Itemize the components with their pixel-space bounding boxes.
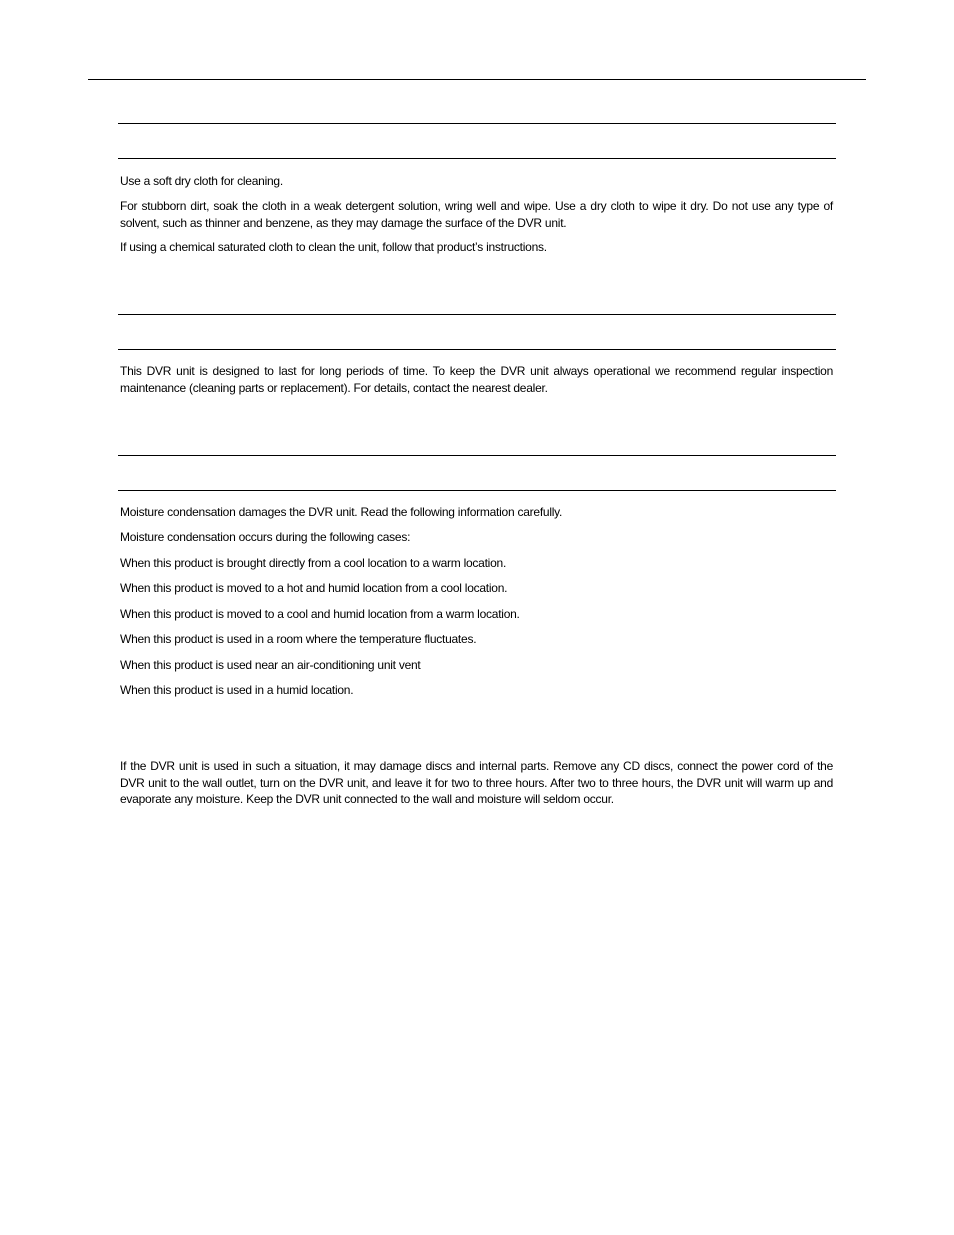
moisture-cases-intro: Moisture condensation occurs during the following cases: — [120, 530, 411, 544]
moisture-case-item: When this product is used in a room where the temperature fluctuates. — [120, 632, 477, 646]
moisture-case-item: When this product is used in a humid location. — [120, 683, 354, 697]
moisture-remedy-paragraph: If the DVR unit is used in such a situation, it may damage discs and internal parts. Remove any CD discs, connect the power cord of the DVR unit to the wall outlet, turn on the DVR unit, and leave it for two to three hours. After two to three hours, the DVR unit will warm up and evaporate any moisture. Keep the DVR unit connected to the wall and moisture will seldom occur. — [120, 759, 833, 806]
moisture-case-item: When this product is brought directly from a cool location to a warm location. — [120, 556, 507, 570]
inspection-paragraph: This DVR unit is designed to last for long periods of time. To keep the DVR unit always operational we recommend regular inspection maintenance (cleaning parts or replacement). For details, contact the nearest dealer. — [120, 364, 833, 395]
moisture-case-item: When this product is moved to a cool and humid location from a warm location. — [120, 607, 520, 621]
moisture-case-item: When this product is used near an air-conditioning unit vent — [120, 658, 421, 672]
section-moisture-top-rule — [118, 455, 836, 456]
cleaning-paragraph-3: If using a chemical saturated cloth to clean the unit, follow that product’s instructions. — [120, 240, 547, 254]
moisture-intro: Moisture condensation damages the DVR unit. Read the following information carefully. — [120, 505, 563, 519]
section-cleaning-bottom-rule — [118, 158, 836, 159]
section-inspection-top-rule — [118, 314, 836, 315]
moisture-case-item: When this product is moved to a hot and humid location from a cool location. — [120, 581, 508, 595]
cleaning-paragraph-2: For stubborn dirt, soak the cloth in a weak detergent solution, wring well and wipe. Use a dry cloth to wipe it dry. Do not use any type of solvent, such as thinner and benzene, as they may damage the surface of the DVR unit. — [120, 199, 833, 230]
page-header-rule — [88, 79, 866, 80]
section-moisture-bottom-rule — [118, 490, 836, 491]
cleaning-paragraph-1: Use a soft dry cloth for cleaning. — [120, 174, 283, 188]
section-cleaning-top-rule — [118, 123, 836, 124]
section-inspection-bottom-rule — [118, 349, 836, 350]
